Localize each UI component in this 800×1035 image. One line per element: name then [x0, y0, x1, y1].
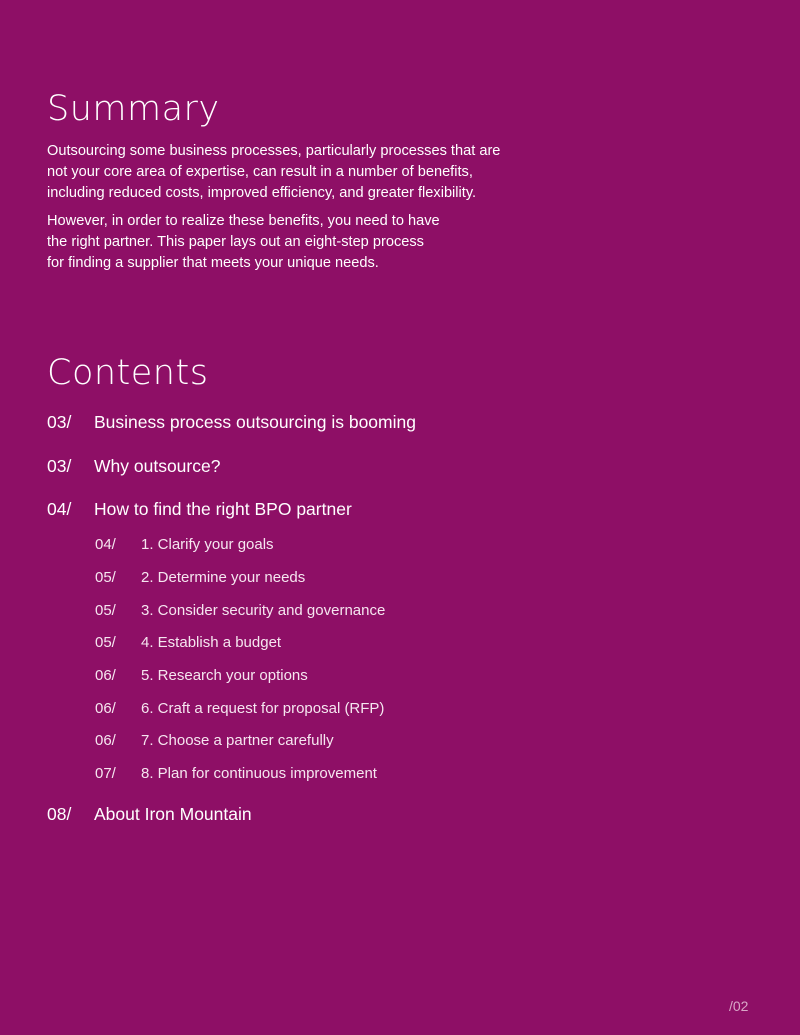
toc-page-number: 05/ — [95, 569, 116, 586]
toc-page-number: 07/ — [95, 765, 116, 782]
toc-page-number: 03/ — [47, 412, 72, 432]
toc-subentry-label: 6. Craft a request for proposal (RFP) — [141, 700, 385, 717]
toc-subentry-label: 5. Research your options — [141, 667, 308, 684]
toc-page-number: 06/ — [95, 700, 116, 717]
summary-paragraph-2-line: the right partner. This paper lays out an eight-step process — [47, 234, 424, 250]
summary-paragraph-1-line: Outsourcing some business processes, particularly processes that are — [47, 143, 501, 159]
toc-subentry-label: 3. Consider security and governance — [141, 602, 386, 619]
page-number: /02 — [729, 998, 749, 1014]
toc-page-number: 04/ — [47, 499, 72, 519]
toc-entry-label: Business process outsourcing is booming — [94, 412, 416, 432]
toc-subentry-label: 7. Choose a partner carefully — [141, 732, 334, 749]
toc-subentry-choose-partner[interactable] — [95, 731, 334, 751]
toc-entry-label: About Iron Mountain — [94, 804, 252, 824]
toc-page-number: 04/ — [95, 536, 116, 553]
summary-paragraph-1 — [47, 141, 500, 204]
toc-subentry-research-options[interactable] — [95, 666, 308, 686]
toc-subentry-determine-needs[interactable] — [95, 568, 305, 588]
toc-entry-why-outsource[interactable] — [47, 455, 220, 477]
toc-entry-label: Why outsource? — [94, 456, 221, 476]
toc-subentry-label: 2. Determine your needs — [141, 569, 306, 586]
toc-entry-label: How to find the right BPO partner — [94, 499, 352, 519]
toc-subentry-label: 8. Plan for continuous improvement — [141, 765, 377, 782]
toc-page-number: 06/ — [95, 667, 116, 684]
summary-paragraph-1-line: including reduced costs, improved efficiency, and greater flexibility. — [47, 185, 477, 201]
summary-paragraph-1-line: not your core area of expertise, can result in a number of benefits, — [47, 164, 473, 180]
toc-entry-business-process-outsourcing[interactable] — [47, 411, 416, 433]
toc-page-number: 08/ — [47, 804, 72, 824]
toc-entry-find-bpo-partner[interactable] — [47, 498, 352, 520]
toc-page-number: 05/ — [95, 634, 116, 651]
contents-heading: Contents — [47, 353, 209, 393]
summary-heading: Summary — [47, 89, 220, 129]
toc-subentry-establish-budget[interactable] — [95, 633, 281, 653]
summary-paragraph-2 — [47, 211, 440, 274]
toc-page-number: 06/ — [95, 732, 116, 749]
toc-subentry-label: 1. Clarify your goals — [141, 536, 274, 553]
toc-subentry-security-governance[interactable] — [95, 601, 385, 621]
summary-paragraph-2-line: However, in order to realize these benefits, you need to have — [47, 213, 440, 229]
toc-subentry-label: 4. Establish a budget — [141, 634, 282, 651]
toc-subentry-continuous-improvement[interactable] — [95, 764, 377, 784]
toc-page-number: 03/ — [47, 456, 72, 476]
summary-paragraph-2-line: for finding a supplier that meets your unique needs. — [47, 255, 379, 271]
toc-subentry-craft-rfp[interactable] — [95, 699, 384, 719]
toc-entry-about-iron-mountain[interactable] — [47, 803, 252, 825]
toc-subentry-clarify-goals[interactable] — [95, 535, 274, 555]
toc-page-number: 05/ — [95, 602, 116, 619]
